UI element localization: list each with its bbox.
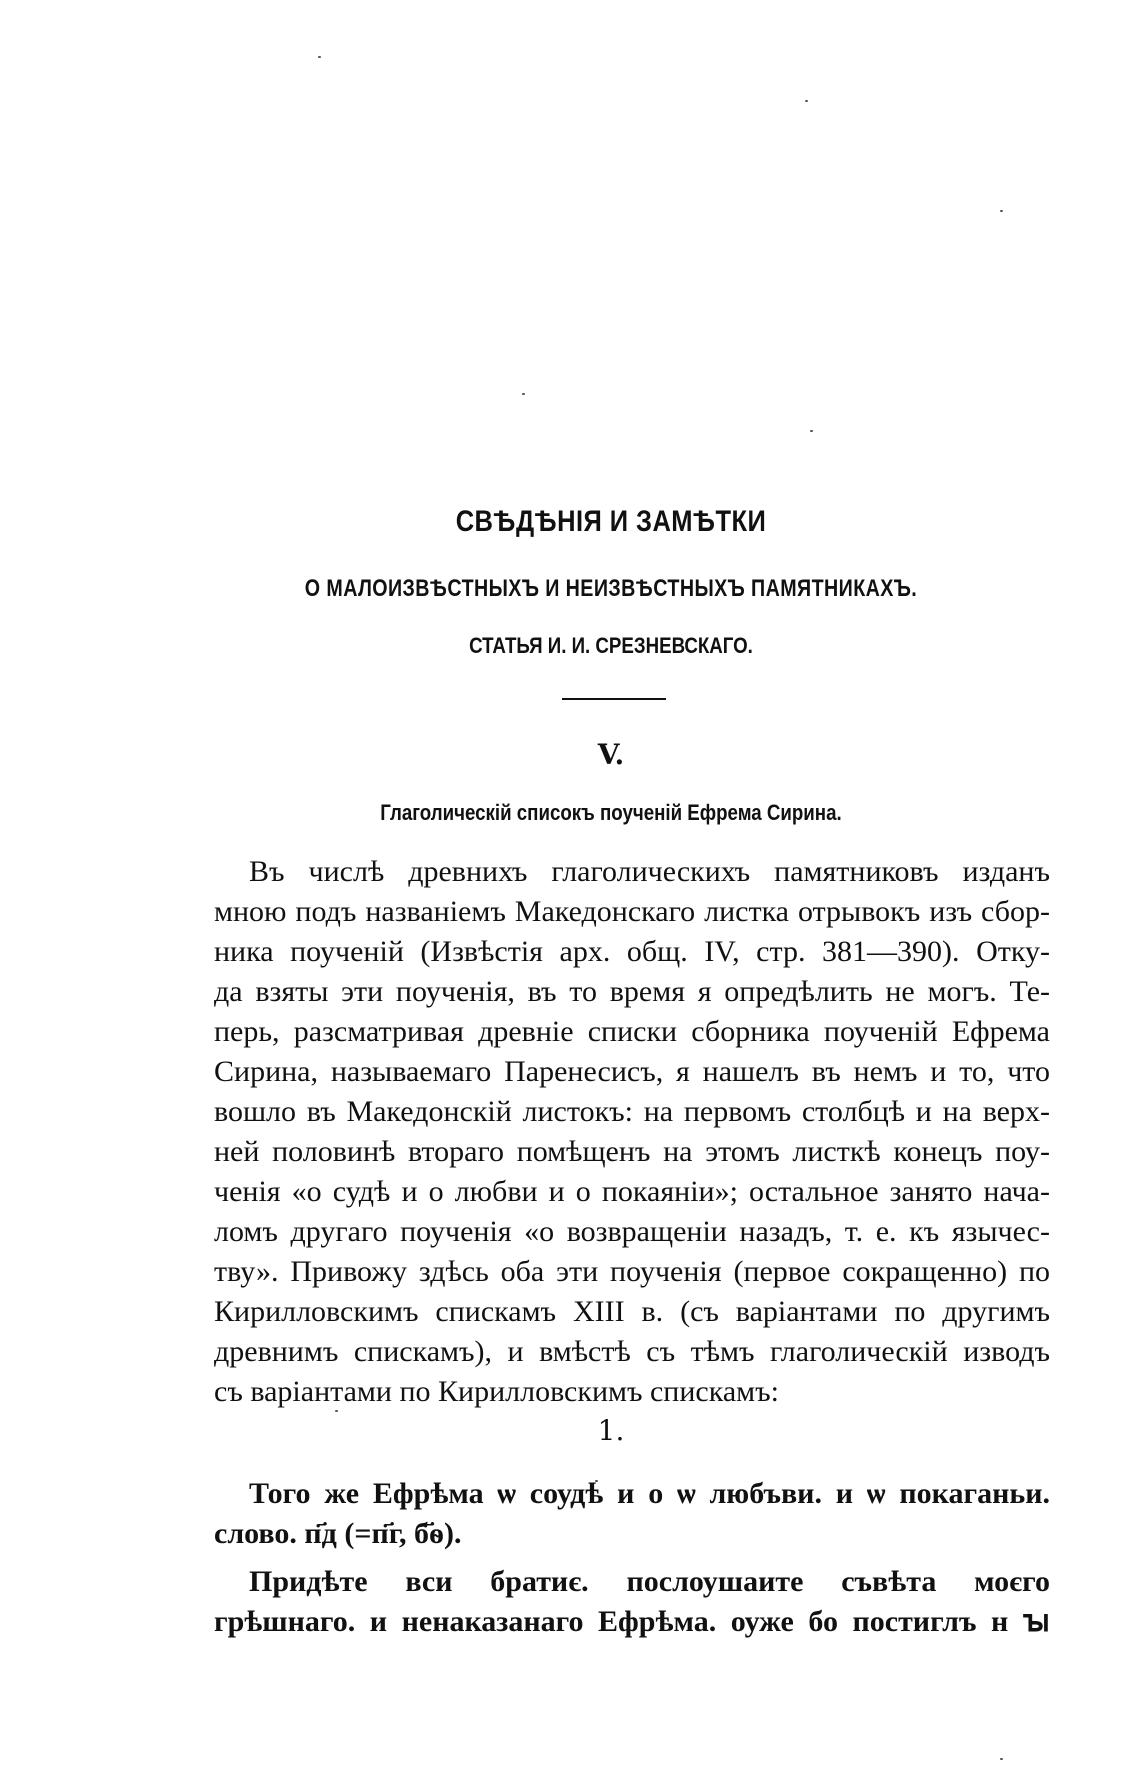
old-text-line: Того же Ефрѣма ѡ соудѣ и о ѡ любъви. и ѡ покаганьи. <box>249 1477 1050 1510</box>
article-author: СТАТЬЯ И. И. СРЕЗНЕВСКАГО. <box>469 633 753 658</box>
article-subtitle: О МАЛОИЗВѢСТНЫХЪ И НЕИЗВѢСТНЫХЪ ПАМЯТНИКАХЪ. <box>304 575 918 602</box>
body-line: перь, разсматривая древніе списки сборника поученій Ефрема <box>214 1015 1050 1048</box>
body-line: тву». Привожу здѣсь оба эти поученія (первое сокращенно) по <box>214 1255 1050 1288</box>
body-line: мною подъ названіемъ Македонскаго листка отрывокъ изъ сбор- <box>214 895 1050 928</box>
section-number: V. <box>597 738 625 771</box>
old-text-line: слово. п҃д (=п҃г, б҃ѳ). <box>214 1517 462 1550</box>
scan-speck <box>1000 210 1003 212</box>
body-line: да взяты эти поученія, въ то время я опредѣлить не могъ. Те- <box>214 975 1050 1008</box>
old-text-line: Придѣте вси братиє. послоушаите съвѣта моєго <box>249 1565 1050 1598</box>
scan-speck <box>810 430 813 432</box>
scan-speck <box>522 393 525 395</box>
body-line: ломъ другаго поученія «о возвращеніи назадъ, т. е. къ язычес- <box>214 1215 1050 1248</box>
scan-speck <box>805 100 808 102</box>
body-line: ченія «о судѣ и о любви и о покаяніи»; остальное занято нача- <box>214 1175 1050 1208</box>
body-line: Сирина, называемаго Паренесисъ, я нашелъ въ немъ и то, что <box>214 1055 1050 1088</box>
scan-speck <box>1000 1758 1003 1760</box>
article-title: СВѢДѢНІЯ И ЗАМѢТКИ <box>455 505 767 538</box>
body-line: съ варіантами по Кирилловскимъ спискамъ: <box>214 1375 780 1408</box>
body-line: ника поученій (Извѣстія арх. общ. IV, стр. 381—390). Отку- <box>214 935 1050 968</box>
scan-speck <box>318 56 321 58</box>
text-number: 1. <box>597 1414 625 1447</box>
body-line: Въ числѣ древнихъ глаголическихъ памятниковъ изданъ <box>249 855 1050 888</box>
old-text-line: грѣшнаго. и ненаказанаго Ефрѣма. оуже бо постиглъ н ꙑ <box>214 1605 1050 1638</box>
body-line: ней половинѣ втораго помѣщенъ на этомъ листкѣ конецъ поу- <box>214 1135 1050 1168</box>
section-heading: Глаголическій списокъ поученій Ефрема Сирина. <box>380 800 842 825</box>
body-line: вошло въ Македонскій листокъ: на первомъ столбцѣ и на верх- <box>214 1095 1050 1128</box>
body-line: древнимъ спискамъ), и вмѣстѣ съ тѣмъ глаголическій изводъ <box>214 1335 1050 1368</box>
divider-rule <box>562 698 666 700</box>
body-line: Кирилловскимъ спискамъ XIII в. (съ варіантами по другимъ <box>214 1295 1050 1328</box>
